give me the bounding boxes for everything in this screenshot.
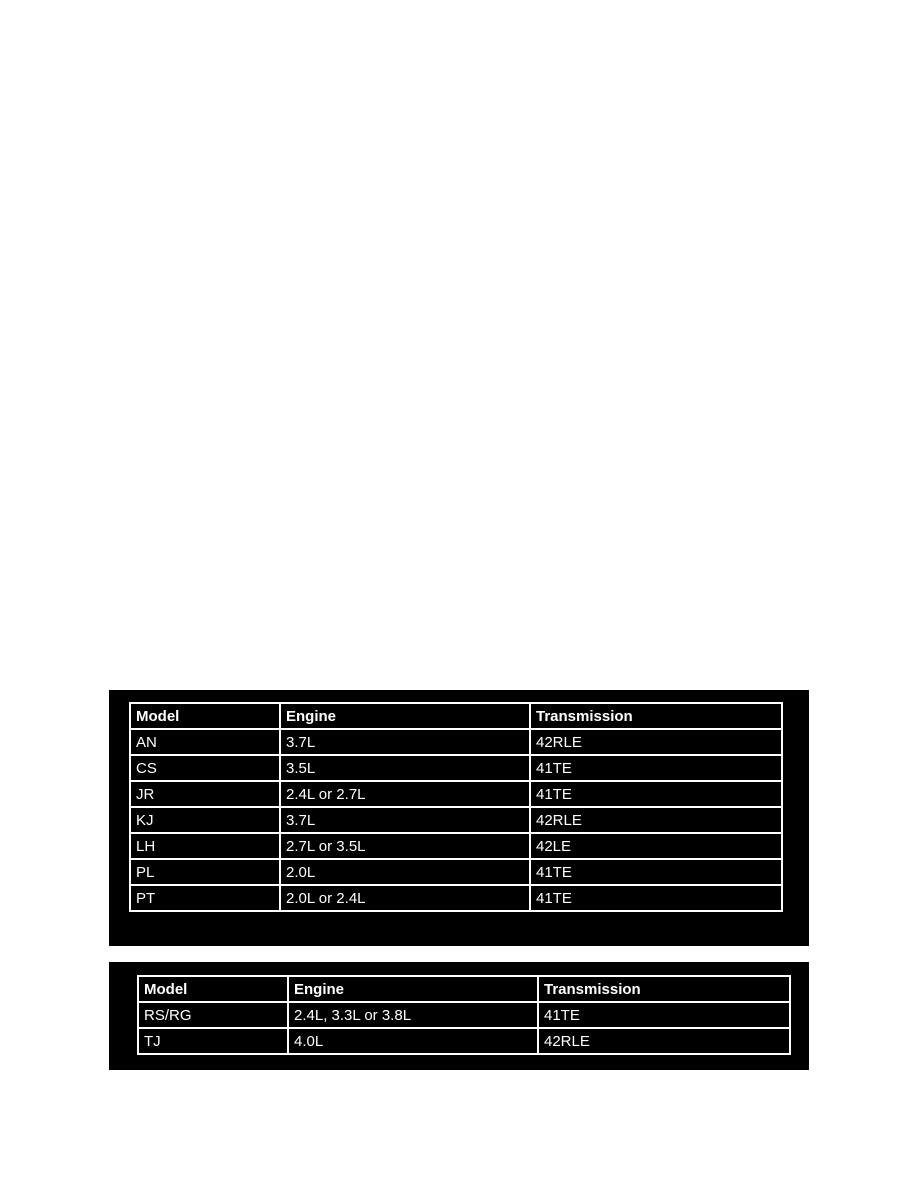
cell-transmission: 42RLE [530, 807, 782, 833]
cell-engine: 3.5L [280, 755, 530, 781]
cell-engine: 2.0L [280, 859, 530, 885]
header-transmission: Transmission [530, 703, 782, 729]
table-row [138, 1002, 790, 1028]
cell-engine: 4.0L [288, 1028, 538, 1054]
cell-model: PL [130, 859, 280, 885]
cell-engine: 3.7L [280, 807, 530, 833]
cell-model: LH [130, 833, 280, 859]
cell-transmission: 41TE [530, 781, 782, 807]
model-engine-transmission-table-1 [129, 702, 783, 912]
cell-transmission: 42LE [530, 833, 782, 859]
table-row [130, 729, 782, 755]
cell-engine: 2.4L or 2.7L [280, 781, 530, 807]
table-row [130, 807, 782, 833]
cell-model: PT [130, 885, 280, 911]
cell-model: KJ [130, 807, 280, 833]
table-row [130, 833, 782, 859]
cell-transmission: 41TE [530, 859, 782, 885]
table-row [130, 859, 782, 885]
cell-engine: 2.0L or 2.4L [280, 885, 530, 911]
cell-model: JR [130, 781, 280, 807]
header-model: Model [138, 976, 288, 1002]
cell-transmission: 42RLE [538, 1028, 790, 1054]
header-engine: Engine [280, 703, 530, 729]
table-header-row [138, 976, 790, 1002]
cell-engine: 2.7L or 3.5L [280, 833, 530, 859]
header-engine: Engine [288, 976, 538, 1002]
cell-transmission: 41TE [538, 1002, 790, 1028]
cell-model: AN [130, 729, 280, 755]
table-header-row [130, 703, 782, 729]
table-row [130, 781, 782, 807]
cell-engine: 2.4L, 3.3L or 3.8L [288, 1002, 538, 1028]
model-engine-transmission-table-2 [137, 975, 791, 1055]
header-transmission: Transmission [538, 976, 790, 1002]
spec-table-panel-1 [109, 690, 809, 946]
cell-transmission: 41TE [530, 885, 782, 911]
spec-table-panel-2 [109, 962, 809, 1070]
cell-model: RS/RG [138, 1002, 288, 1028]
table-row [138, 1028, 790, 1054]
cell-transmission: 41TE [530, 755, 782, 781]
cell-transmission: 42RLE [530, 729, 782, 755]
table-row [130, 885, 782, 911]
cell-model: TJ [138, 1028, 288, 1054]
cell-engine: 3.7L [280, 729, 530, 755]
table-row [130, 755, 782, 781]
header-model: Model [130, 703, 280, 729]
cell-model: CS [130, 755, 280, 781]
